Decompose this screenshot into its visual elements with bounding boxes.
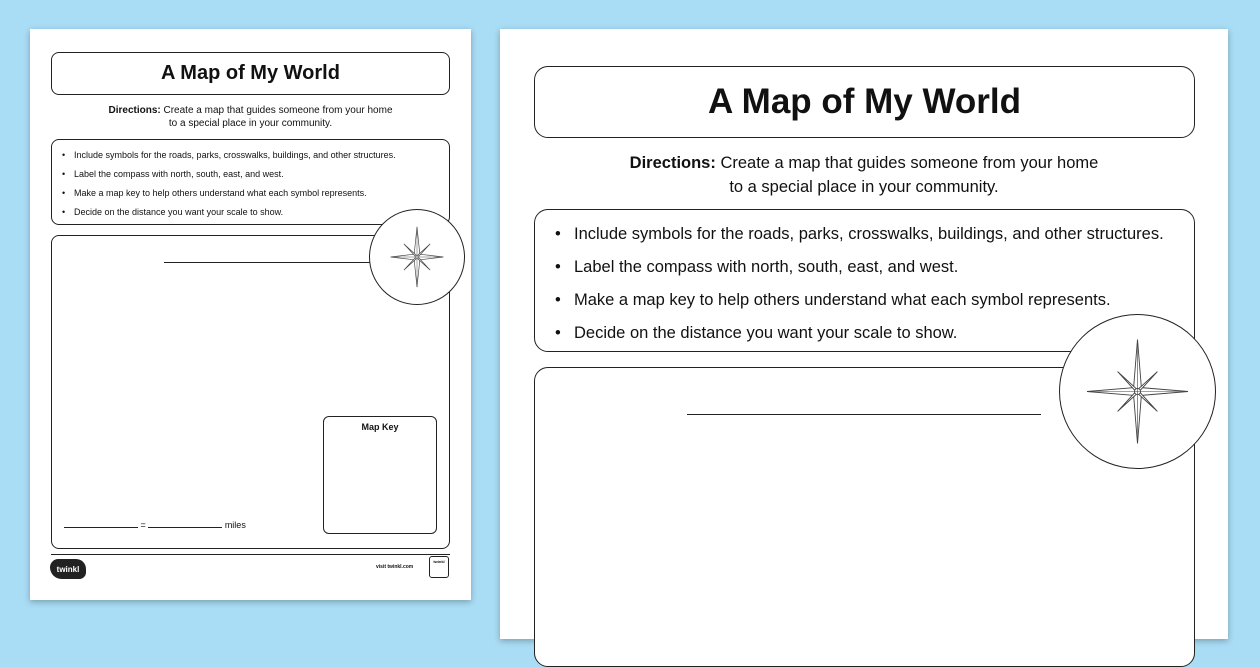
twinkl-logo-icon: twinkl — [50, 559, 86, 579]
scale-unit: miles — [224, 520, 246, 530]
map-key-label: Map Key — [361, 422, 399, 432]
footer-badge-icon: twinkl — [429, 556, 449, 578]
compass-rose-icon — [1059, 314, 1216, 469]
instruction-item: • Label the compass with north, south, east, and west. — [62, 165, 443, 184]
instruction-item: • Make a map key to help others understand what each symbol represents. — [555, 284, 1184, 317]
instruction-item: • Label the compass with north, south, east, and west. — [555, 251, 1184, 284]
scale-blank-right — [148, 527, 222, 528]
instruction-item: • Decide on the distance you want your scale to show. — [62, 203, 443, 222]
instruction-item: • Decide on the distance you want your scale to show. — [555, 317, 1184, 350]
scale-line — [64, 520, 246, 530]
instruction-item: • Make a map key to help others understand what each symbol represents. — [62, 184, 443, 203]
worksheet-preview-small — [30, 29, 471, 600]
directions-text — [30, 104, 471, 130]
directions-label: Directions: — [629, 154, 716, 172]
scale-blank-left — [64, 527, 138, 528]
page-title: A Map of My World — [534, 66, 1195, 138]
footer-website: visit twinkl.com — [376, 564, 414, 570]
scale-equals: = — [140, 520, 146, 530]
instruction-item: • Include symbols for the roads, parks, crosswalks, buildings, and other structures. — [555, 218, 1184, 251]
directions-line-1: Create a map that guides someone from your home — [720, 154, 1099, 172]
page-title: A Map of My World — [51, 52, 450, 95]
footer-divider — [51, 554, 450, 555]
compass-rose-icon — [369, 209, 465, 305]
map-title-line — [164, 262, 378, 263]
directions-line-1: Create a map that guides someone from your home — [163, 105, 393, 116]
map-key-box — [323, 416, 437, 534]
directions-line-2: to a special place in your community. — [729, 178, 999, 196]
directions-line-2: to a special place in your community. — [168, 118, 333, 129]
directions-text — [500, 151, 1228, 199]
map-title-line — [687, 414, 1041, 415]
instruction-item: • Include symbols for the roads, parks, crosswalks, buildings, and other structures. — [62, 146, 443, 165]
directions-label: Directions: — [108, 105, 161, 116]
worksheet-zoomed — [500, 29, 1228, 639]
